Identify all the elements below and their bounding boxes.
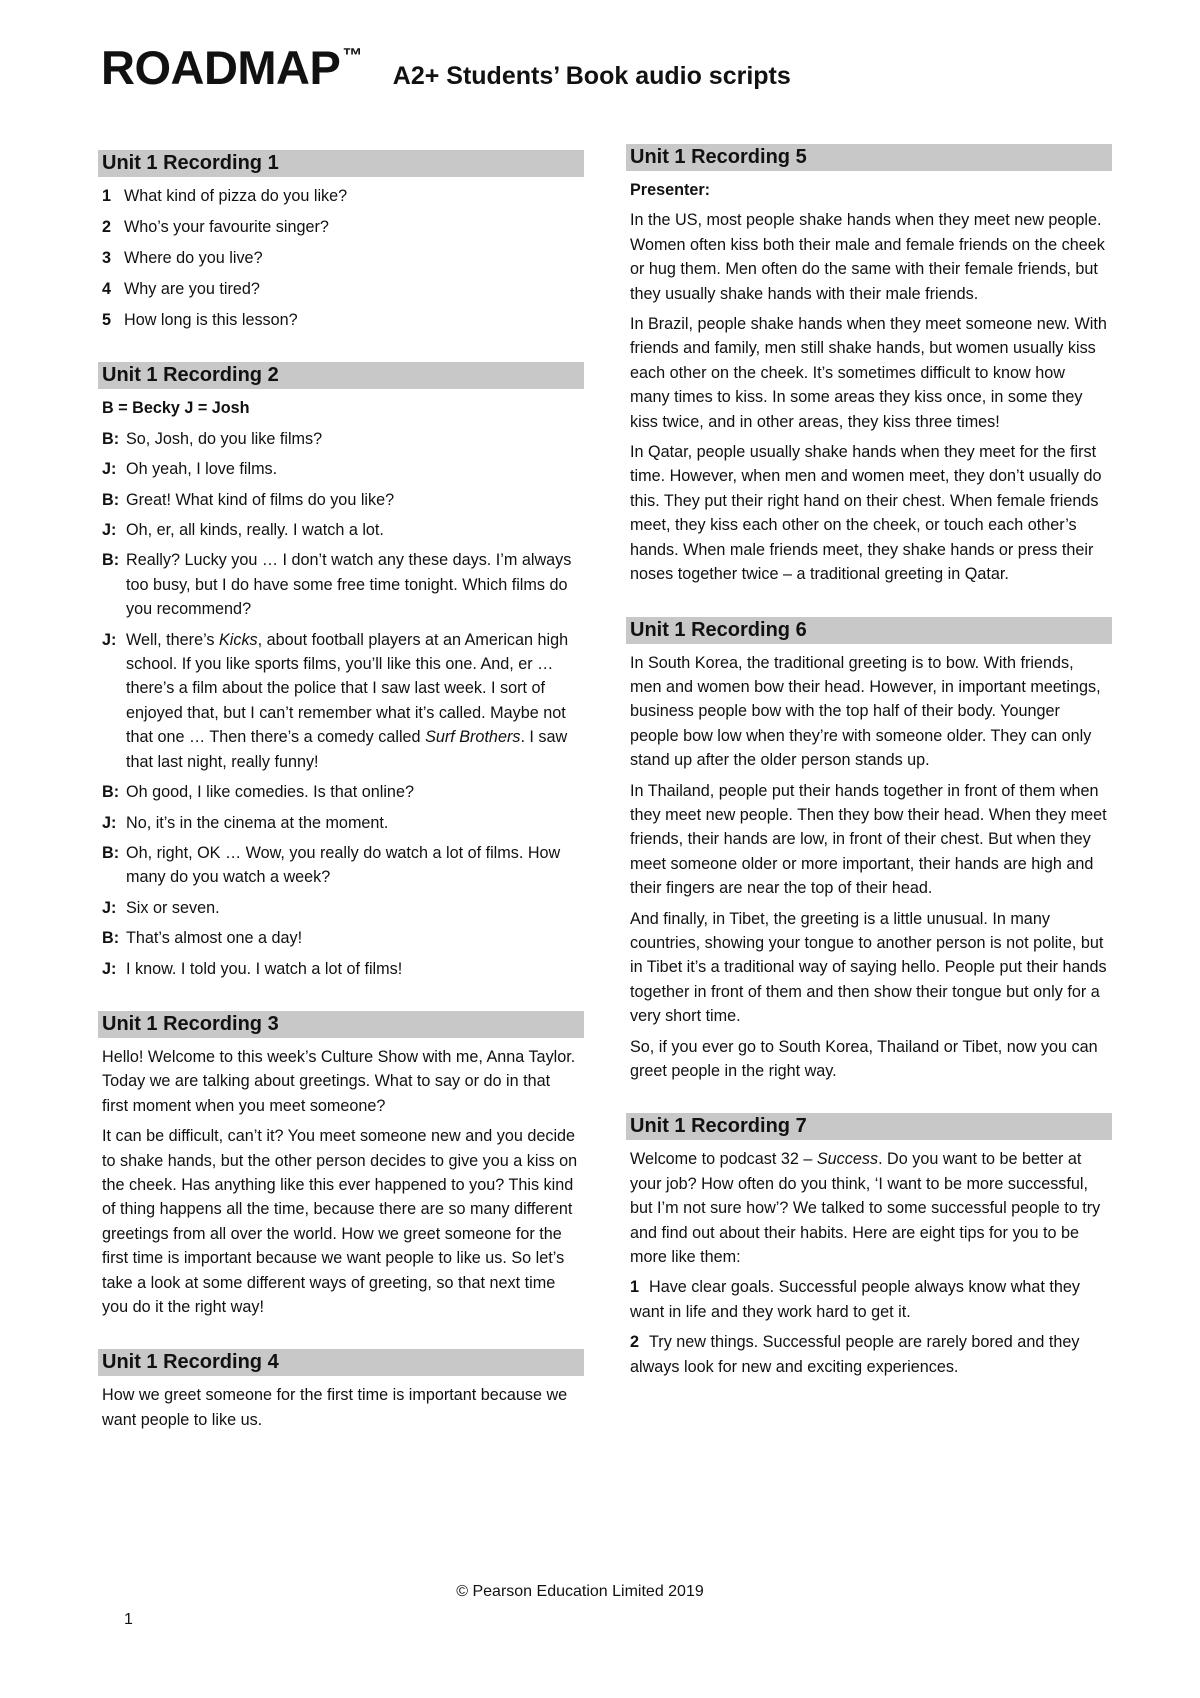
- tip-text: Try new things. Successful people are rarely bored and they always look for new and exciting experiences.: [630, 1333, 1080, 1376]
- speaker-label: B:: [102, 843, 120, 862]
- left-column: [98, 150, 584, 1462]
- dialogue-line: [98, 548, 584, 621]
- item-number: 3: [102, 249, 112, 267]
- tip-number: 1: [630, 1278, 640, 1297]
- copyright-footer: © Pearson Education Limited 2019: [456, 1583, 704, 1600]
- speaker-label: J:: [102, 813, 117, 832]
- section-recording-7: [626, 1113, 1112, 1379]
- paragraph: How we greet someone for the first time is important because we want people to like us.: [102, 1386, 568, 1429]
- speaker-label: Presenter:: [630, 181, 711, 199]
- dialogue-text: Really? Lucky you … I don’t watch any these days. I’m always too busy, but I do have some free time tonight. Which films do you recommend?: [126, 551, 572, 619]
- dialogue-line: [98, 457, 584, 481]
- section-recording-4: [98, 1349, 584, 1432]
- speaker-label: J:: [102, 959, 117, 978]
- page-number: 1: [124, 1611, 133, 1628]
- dialogue-text: I know. I told you. I watch a lot of films!: [126, 959, 403, 978]
- dialogue-text: Six or seven.: [126, 898, 220, 917]
- speaker-label: B:: [102, 929, 120, 948]
- dialogue-line: [98, 628, 584, 774]
- paragraph: Hello! Welcome to this week’s Culture Show with me, Anna Taylor. Today we are talking about greetings. What to say or do in that first moment when you meet someone?: [102, 1047, 576, 1115]
- dialogue-text: That’s almost one a day!: [126, 929, 303, 948]
- dialogue-line: [98, 780, 584, 804]
- dialogue-line: [98, 841, 584, 890]
- tip-number: 2: [630, 1333, 640, 1352]
- dialogue-line: [98, 926, 584, 950]
- film-title: Surf Brothers: [425, 728, 521, 747]
- dialogue-text: Oh good, I like comedies. Is that online?: [126, 783, 414, 802]
- text-run: . I saw that last night, really funny!: [126, 728, 568, 771]
- paragraph: In Qatar, people usually shake hands when they meet for the first time. However, when men and women meet, they don’t usually do this. They put their right hand on their chest. When female friends meet, they kiss each other on the cheek, or touch each other’s hands. When male friends meet, they shake hands or press their noses together twice – a traditional greeting in Qatar.: [630, 443, 1102, 584]
- section-heading: Unit 1 Recording 7: [626, 1113, 1112, 1140]
- list-item: [98, 184, 584, 208]
- speaker-label: B:: [102, 490, 120, 509]
- paragraph: In Brazil, people shake hands when they meet someone new. With friends and family, men still shake hands, but women usually kiss each other on the cheek. It’s sometimes difficult to know how many times to kiss. In some areas they kiss once, in some they kiss twice, and in other areas, they kiss three times!: [630, 315, 1107, 431]
- trademark-symbol: ™: [342, 45, 363, 67]
- section-recording-2: [98, 362, 584, 981]
- document-title: A2+ Students’ Book audio scripts: [392, 62, 791, 90]
- paragraph: And finally, in Tibet, the greeting is a little unusual. In many countries, showing your tongue to another person is not polite, but in Tibet it’s a traditional way of saying hello. People put their hands together in front of them and then show their tongue but only for a very short time.: [630, 909, 1107, 1026]
- text-run: Well, there’s: [126, 630, 219, 649]
- list-item: [98, 246, 584, 270]
- item-number: 5: [102, 311, 112, 329]
- dialogue-line: [98, 427, 584, 451]
- paragraph: In Thailand, people put their hands together in front of them when they meet new people. Then they bow their head. When they meet friends, their hands are low, in front of their chest. But when they meet someone older or more important, their hands are high and their fingers are near the top of their head.: [630, 781, 1107, 898]
- section-heading: Unit 1 Recording 1: [98, 150, 584, 177]
- tip-item: [626, 1275, 1112, 1324]
- roadmap-logo: ROADMAP: [101, 41, 341, 94]
- film-title: Kicks: [218, 630, 258, 649]
- list-item: [98, 308, 584, 332]
- dialogue-line: [98, 957, 584, 981]
- item-text: What kind of pizza do you like?: [124, 187, 348, 205]
- section-heading: Unit 1 Recording 5: [626, 144, 1112, 171]
- section-recording-6: [626, 617, 1112, 1084]
- item-text: How long is this lesson?: [124, 311, 298, 329]
- dialogue-line: [98, 488, 584, 512]
- dialogue-text: [126, 628, 580, 774]
- dialogue-text: So, Josh, do you like films?: [126, 429, 323, 448]
- item-number: 2: [102, 218, 112, 236]
- speaker-label: B:: [102, 551, 120, 570]
- speaker-label: J:: [102, 898, 117, 917]
- list-item: [98, 215, 584, 239]
- dialogue-text: Oh, right, OK … Wow, you really do watch a lot of films. How many do you watch a week?: [126, 843, 561, 887]
- paragraph: So, if you ever go to South Korea, Thailand or Tibet, now you can greet people in the right way.: [630, 1037, 1098, 1080]
- text-run: , about football players at an American high school. If you like sports films, you’ll like this one. And, er … there’s a film about the police that I saw last week. I sort of enjoyed that, but I can’t remember what it’s called. Maybe not that one … Then there’s a comedy called: [126, 630, 569, 747]
- section-recording-5: [626, 144, 1112, 587]
- dialogue-text: Great! What kind of films do you like?: [126, 490, 395, 509]
- speaker-label: J:: [102, 460, 117, 479]
- dialogue-text: Oh yeah, I love films.: [126, 460, 278, 479]
- item-text: Why are you tired?: [124, 280, 260, 298]
- item-number: 4: [102, 280, 112, 298]
- paragraph: In the US, most people shake hands when they meet new people. Women often kiss both their male and female friends on the cheek or hug them. Men often do the same with their female friends, but they usually shake hands with their male friends.: [630, 211, 1105, 303]
- dialogue-line: [98, 811, 584, 835]
- section-heading: Unit 1 Recording 2: [98, 362, 584, 389]
- document-header: [101, 40, 791, 100]
- tip-item: [626, 1330, 1112, 1379]
- speaker-label: B:: [102, 429, 120, 448]
- paragraph: In South Korea, the traditional greeting is to bow. With friends, men and women bow their head. However, in important meetings, business people bow with the top half of their body. Younger people bow low when they’re with someone older. They can only stand up after the older person stands up.: [630, 653, 1101, 770]
- right-column: [626, 144, 1112, 1409]
- speaker-key: B = Becky J = Josh: [102, 399, 250, 418]
- dialogue-line: [98, 518, 584, 542]
- text-run: Welcome to podcast 32 –: [630, 1150, 817, 1169]
- speaker-label: B:: [102, 783, 120, 802]
- section-heading: Unit 1 Recording 4: [98, 1349, 584, 1376]
- item-text: Where do you live?: [124, 249, 263, 267]
- section-heading: Unit 1 Recording 6: [626, 617, 1112, 644]
- list-item: [98, 277, 584, 301]
- paragraph: It can be difficult, can’t it? You meet someone new and you decide to shake hands, but the other person decides to give you a kiss on the cheek. Has anything like this ever happened to you? This kind of thing happens all the time, because there are so many different greetings from all over the world. How we greet someone for the first time is important because we want people to like us. So let’s take a look at some different ways of greeting, so that next time you do it the right way!: [102, 1127, 578, 1316]
- section-recording-3: [98, 1011, 584, 1319]
- speaker-label: J:: [102, 521, 117, 540]
- section-recording-1: [98, 150, 584, 332]
- item-number: 1: [102, 187, 112, 205]
- item-text: Who’s your favourite singer?: [124, 218, 329, 236]
- text-run: . Do you want to be better at your job? How often do you think, ‘I want to be more successful, but I’m not sure how’? We talked to some successful people to try and find out about their habits. Here are eight tips for you to be more like them:: [630, 1150, 1101, 1267]
- dialogue-text: Oh, er, all kinds, really. I watch a lot.: [126, 521, 384, 540]
- dialogue-line: [98, 896, 584, 920]
- dialogue-text: No, it’s in the cinema at the moment.: [126, 813, 389, 832]
- speaker-label: J:: [102, 630, 117, 649]
- paragraph: [626, 1147, 1112, 1269]
- podcast-title: Success: [816, 1150, 879, 1169]
- tip-text: Have clear goals. Successful people always know what they want in life and they work hard to get it.: [630, 1278, 1081, 1321]
- section-heading: Unit 1 Recording 3: [98, 1011, 584, 1038]
